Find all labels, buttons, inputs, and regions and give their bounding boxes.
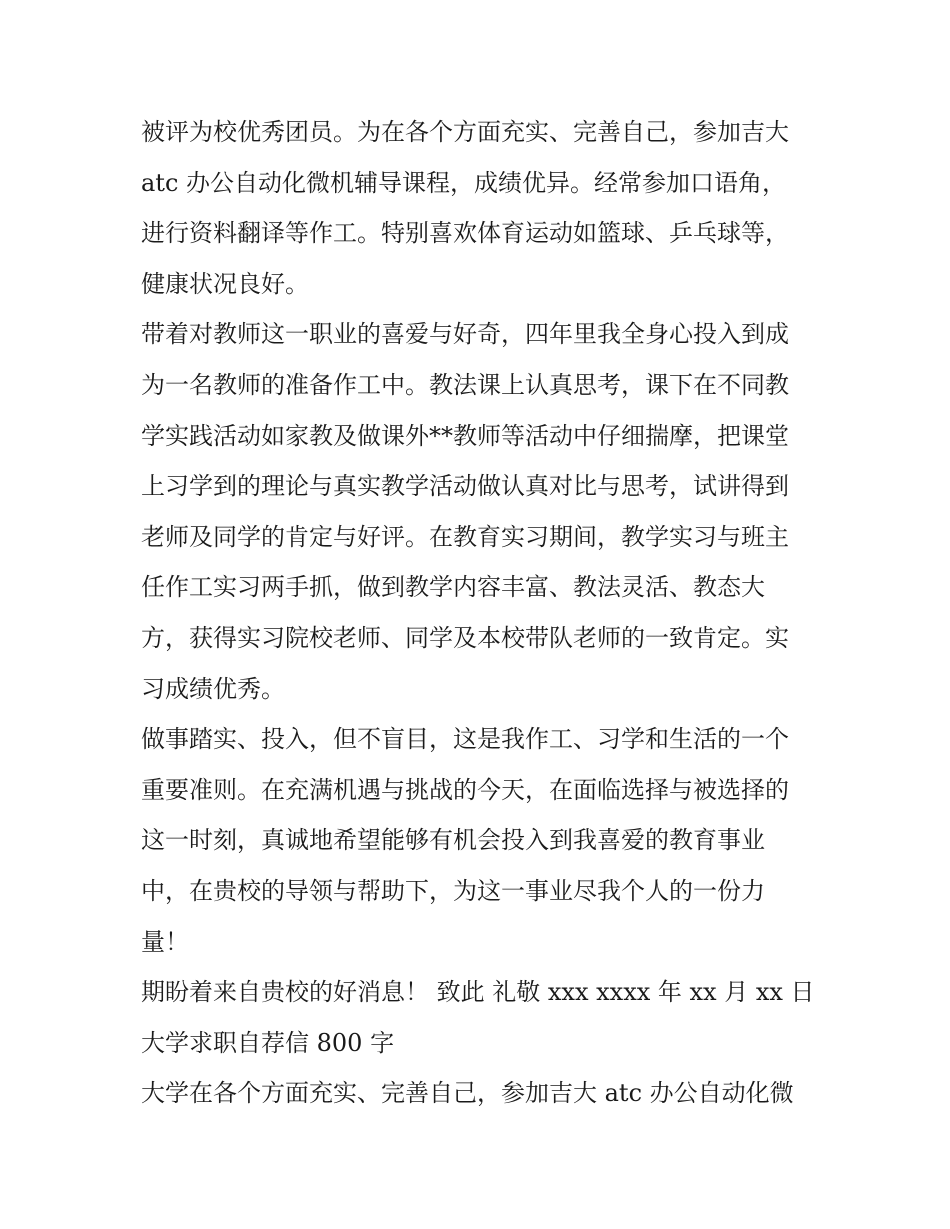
text-line: 这一时刻，真诚地希望能够有机会投入到我喜爱的教育事业 — [141, 826, 765, 855]
text-line: 上习学到的理论与真实教学活动做认真对比与思考，试讲得到 — [141, 472, 789, 501]
text-line: 老师及同学的肯定与好评。在教育实习期间，教学实习与班主 — [141, 522, 789, 551]
text-line: atc 办公自动化微机辅导课程，成绩优异。经常参加口语角， — [141, 168, 787, 197]
text-line: 大学在各个方面充实、完善自己，参加吉大 atc 办公自动化微 — [141, 1079, 794, 1108]
text-line: 中，在贵校的导领与帮助下，为这一事业尽我个人的一份力 — [141, 876, 765, 905]
text-line: 习成绩优秀。 — [141, 674, 285, 703]
text-line: 方，获得实习院校老师、同学及本校带队老师的一致肯定。实 — [141, 623, 789, 652]
text-line: 进行资料翻译等作工。特别喜欢体育运动如篮球、乒乓球等， — [141, 219, 789, 248]
text-line: 带着对教师这一职业的喜爱与好奇，四年里我全身心投入到成 — [141, 320, 789, 349]
text-line: 为一名教师的准备作工中。教法课上认真思考，课下在不同教 — [141, 370, 789, 399]
document-body — [141, 107, 821, 1119]
section-title: 大学求职自荐信 800 字 — [141, 1028, 395, 1057]
text-line: 被评为校优秀团员。为在各个方面充实、完善自己，参加吉大 — [141, 118, 789, 146]
text-line: 学实践活动如家教及做课外**教师等活动中仔细揣摩，把课堂 — [141, 421, 789, 450]
text-line: 重要准则。在充满机遇与挑战的今天，在面临选择与被选择的 — [141, 775, 789, 804]
text-line: 做事踏实、投入，但不盲目，这是我作工、习学和生活的一个 — [141, 725, 789, 754]
text-line: 任作工实习两手抓，做到教学内容丰富、教法灵活、教态大 — [141, 573, 765, 602]
text-line: 量！ — [141, 927, 189, 956]
text-line: 健康状况良好。 — [141, 269, 309, 298]
closing-line: 期盼着来自贵校的好消息！ 致此 礼敬 xxx xxxx 年 xx 月 xx 日 — [141, 978, 815, 1007]
